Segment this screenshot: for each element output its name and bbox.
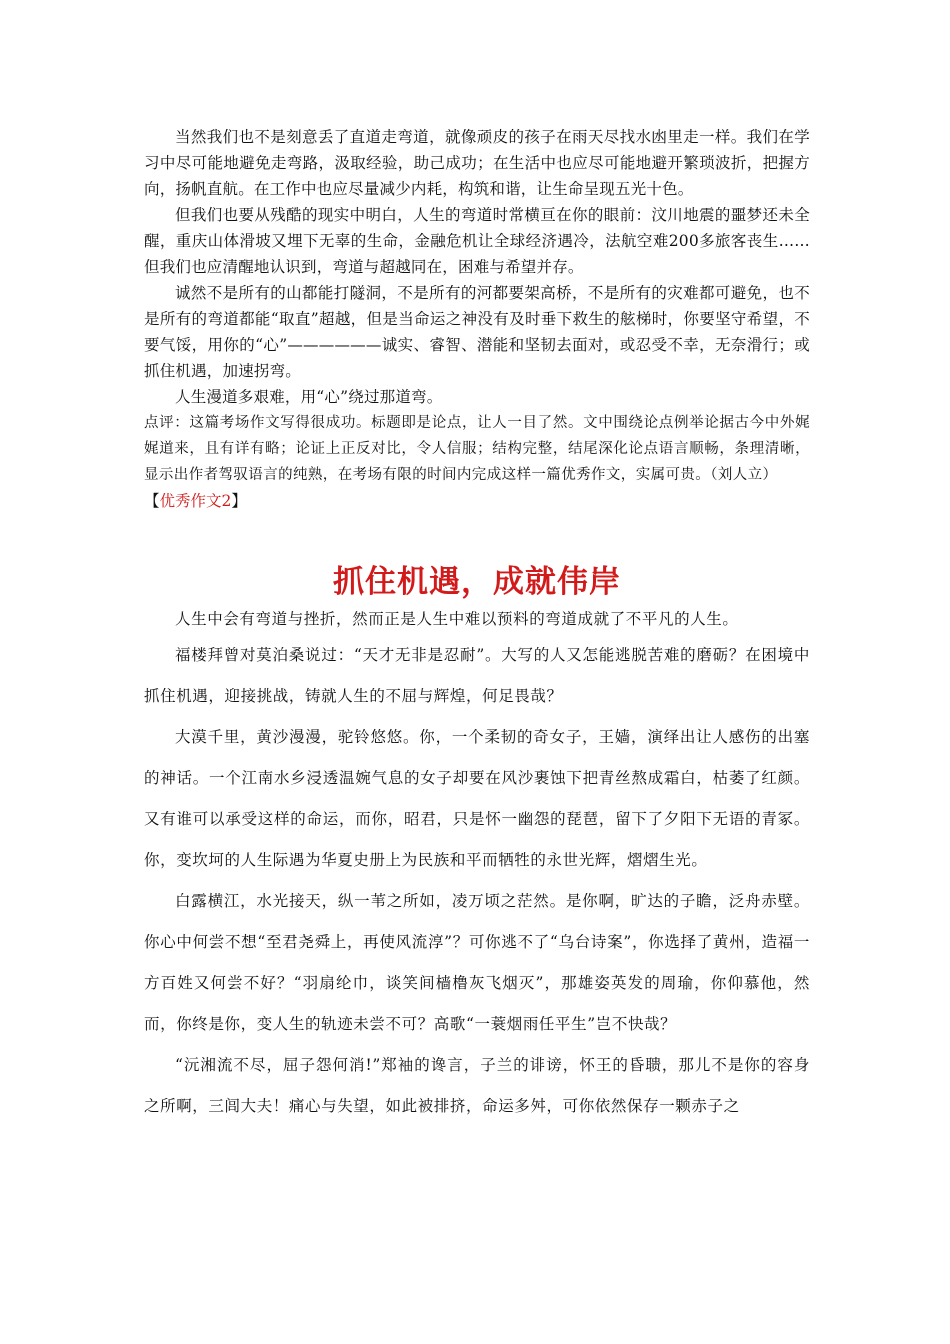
section-label-text: 优秀作文2 <box>159 492 232 510</box>
essay2-paragraph: 大漠千里，黄沙漫漫，驼铃悠悠。你，一个柔韧的奇女子，王嫱，演绎出让人感伤的出塞的神话。一个江南水乡浸透温婉气息的女子却要在风沙裹蚀下把青丝熬成霜白，枯萎了红颜。又有谁可以承受这样的命运，而你，昭君，只是怀一幽怨的琵琶，留下了夕阳下无语的青冢。你，变坎坷的人生际遇为华夏史册上为民族和平而牺牲的永世光辉，熠熠生光。 <box>144 728 810 869</box>
essay2-paragraph: “沅湘流不尽，屈子怨何消!”郑袖的谗言，子兰的诽谤，怀王的昏聩，那儿不是你的容身之所啊，三闾大夫！痛心与失望，如此被排挤，命运多舛，可你依然保存一颗赤子之 <box>144 1056 810 1115</box>
essay1-paragraph: 人生漫道多艰难，用“心”绕过那道弯。 <box>175 388 443 406</box>
essay2-body <box>144 603 810 1127</box>
essay2-paragraph: 福楼拜曾对莫泊桑说过：“天才无非是忍耐”。大写的人又怎能逃脱苦难的磨砺？在困境中抓住机遇，迎接挑战，铸就人生的不屈与辉煌，何足畏哉？ <box>144 646 810 705</box>
essay1-paragraph: 诚然不是所有的山都能打隧洞，不是所有的河都要架高桥，不是所有的灾难都可避免，也不是所有的弯道都能“取直”超越，但是当命运之神没有及时垂下救生的舷梯时，你要坚守希望，不要气馁，用你的“心”——————诚实、睿智、潜能和坚韧去面对，或忍受不幸，无奈滑行；或抓住机遇，加速拐弯。 <box>144 284 810 380</box>
section-label-open: 【 <box>144 492 160 510</box>
teacher-comment: 点评：这篇考场作文写得很成功。标题即是论点，让人一目了然。文中围绕论点例举论据古今中外娓娓道来，且有详有略；论证上正反对比，令人信服；结构完整，结尾深化论点语言顺畅，条理清晰，显示出作者驾驭语言的纯熟，在考场有限的时间内完成这样一篇优秀作文，实属可贵。（刘人立） <box>144 415 810 483</box>
essay1-paragraph: 但我们也要从残酷的现实中明白，人生的弯道时常横亘在你的眼前：汶川地震的噩梦还未全醒，重庆山体滑坡又埋下无辜的生命，金融危机让全球经济遇冷，法航空难200多旅客丧生……但我们也应清醒地认识到，弯道与超越同在，困难与希望并存。 <box>144 206 810 276</box>
essay-title: 抓住机遇，成就伟岸 <box>333 564 621 600</box>
essay1-paragraph: 当然我们也不是刻意丢了直道走弯道，就像顽皮的孩子在雨天尽找水凼里走一样。我们在学习中尽可能地避免走弯路，汲取经验，助己成功；在生活中也应尽可能地避开繁琐波折，把握方向，扬帆直航。在工作中也应尽量减少内耗，构筑和谐，让生命呈现五光十色。 <box>144 128 810 198</box>
essay2-paragraph: 人生中会有弯道与挫折，然而正是人生中难以预料的弯道成就了不平凡的人生。 <box>175 610 739 628</box>
essay2-paragraph: 白露横江，水光接天，纵一苇之所如，凌万顷之茫然。是你啊，旷达的子瞻，泛舟赤壁。你心中何尝不想“至君尧舜上，再使风流淳”？可你逃不了“乌台诗案”，你选择了黄州，造福一方百姓又何尝不好？“羽扇纶巾，谈笑间樯橹灰飞烟灭”，那雄姿英发的周瑜，你仰慕他，然而，你终是你，变人生的轨迹未尝不可？高歌“一蓑烟雨任平生”岂不快哉？ <box>144 892 810 1033</box>
section-label <box>144 488 810 514</box>
section-label-close: 】 <box>231 492 247 510</box>
essay1-continuation <box>144 124 810 514</box>
